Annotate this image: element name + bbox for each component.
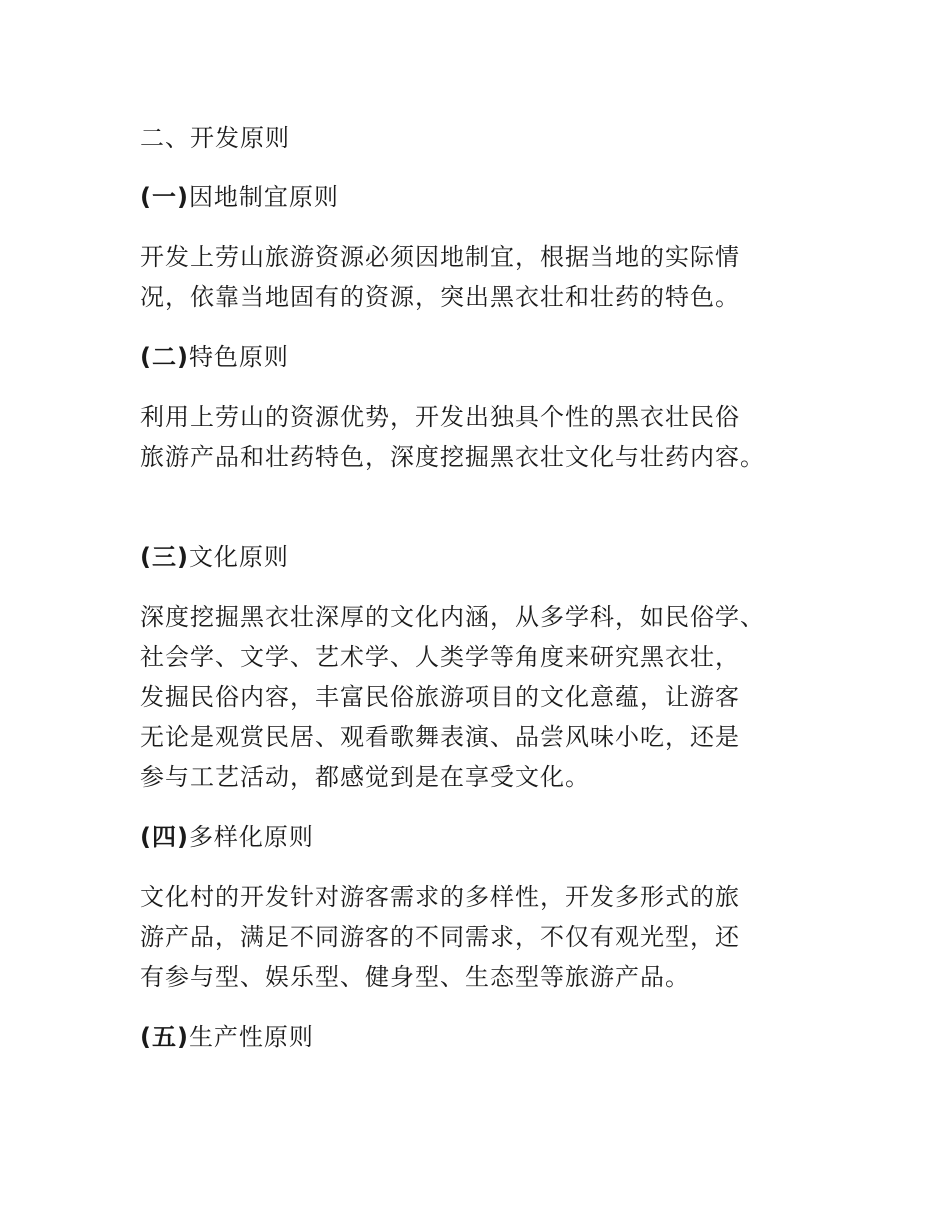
principle-heading-3 — [140, 541, 840, 573]
principle-title: 多样化原则 — [188, 823, 314, 851]
principle-heading-4 — [140, 821, 840, 853]
paragraph-line: 利用上劳山的资源优势，开发出独具个性的黑衣壮民俗 — [140, 403, 740, 431]
paragraph-line: 文化村的开发针对游客需求的多样性，开发多形式的旅 — [140, 883, 740, 911]
paragraph-line: 开发上劳山旅游资源必须因地制宜，根据当地的实际情 — [140, 243, 740, 271]
paragraph-line: 参与工艺活动，都感觉到是在享受文化。 — [140, 763, 590, 791]
principle-heading-2 — [140, 341, 840, 373]
principle-heading-1 — [140, 181, 840, 213]
principle-title: 生产性原则 — [188, 1023, 314, 1051]
paragraph-line: 况，依靠当地固有的资源，突出黑衣壮和壮药的特色。 — [140, 283, 740, 311]
principle-marker: (一) — [140, 183, 189, 211]
paragraph-line: 无论是观赏民居、观看歌舞表演、品尝风味小吃，还是 — [140, 723, 740, 751]
paragraph-line: 深度挖掘黑衣壮深厚的文化内涵，从多学科，如民俗学、 — [140, 603, 765, 631]
paragraph-line: 游产品，满足不同游客的不同需求，不仅有观光型，还 — [140, 923, 740, 951]
principle-marker: (四) — [140, 823, 189, 851]
section-title: 二、开发原则 — [140, 124, 290, 152]
principle-heading-5 — [140, 1021, 840, 1053]
principle-marker: (三) — [140, 543, 189, 571]
paragraph-line: 旅游产品和壮药特色，深度挖掘黑衣壮文化与壮药内容。 — [140, 443, 765, 471]
paragraph-line: 社会学、文学、艺术学、人类学等角度来研究黑衣壮， — [140, 643, 740, 671]
principle-title: 文化原则 — [188, 543, 289, 571]
principle-marker: (二) — [140, 343, 189, 371]
principle-marker: (五) — [140, 1023, 189, 1051]
paragraph-line: 发掘民俗内容，丰富民俗旅游项目的文化意蕴，让游客 — [140, 683, 740, 711]
principle-title: 特色原则 — [188, 343, 289, 371]
principle-title: 因地制宜原则 — [188, 183, 339, 211]
paragraph-line: 有参与型、娱乐型、健身型、生态型等旅游产品。 — [140, 963, 690, 991]
